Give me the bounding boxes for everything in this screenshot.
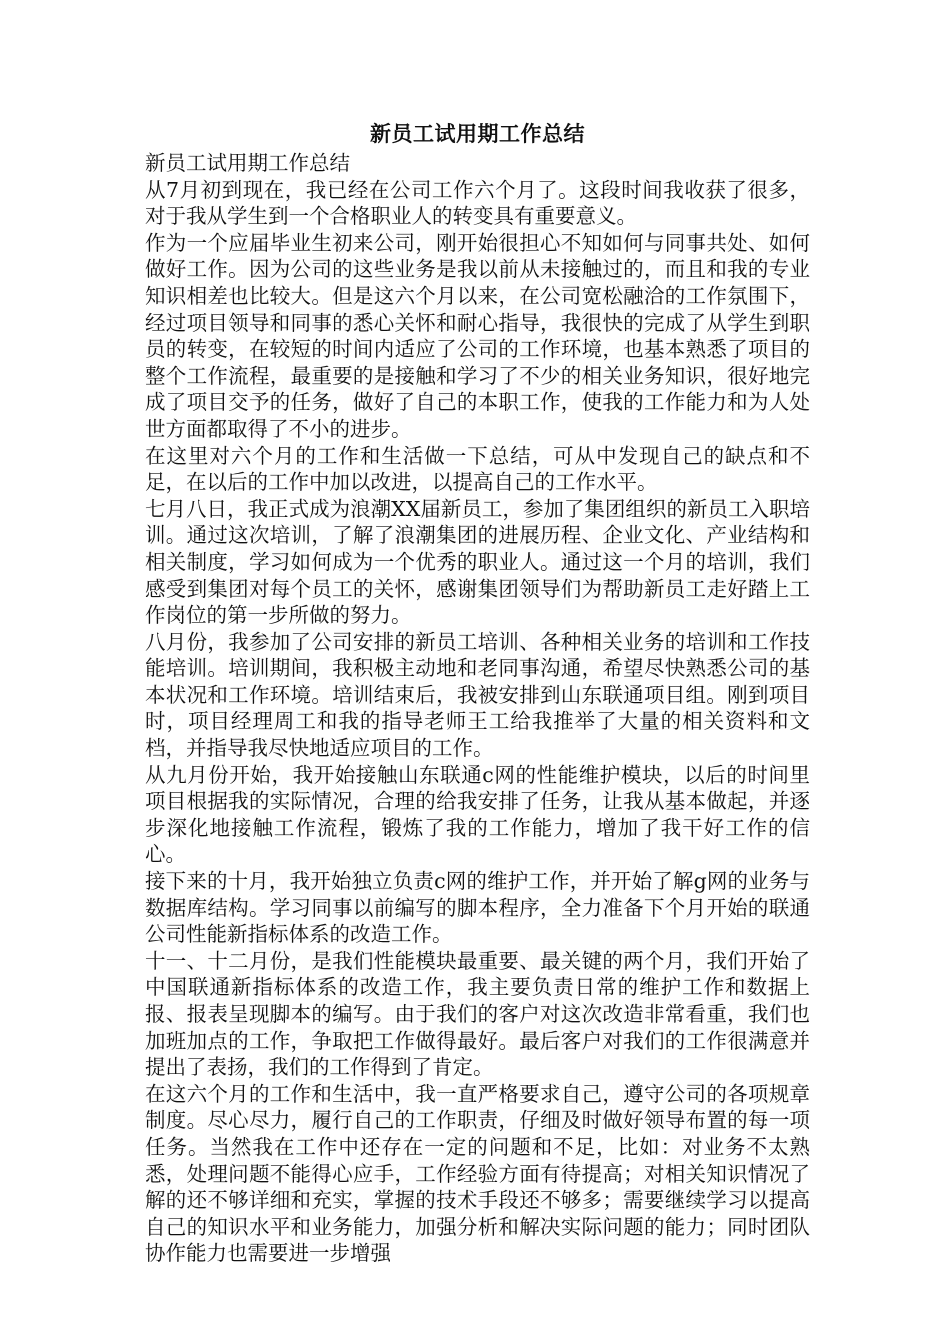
paragraph: 接下来的十月，我开始独立负责c网的维护工作，并开始了解g网的业务与数据库结构。学习同事以前编写的脚本程序，全力准备下个月开始的联通公司性能新指标体系的改造工作。 xyxy=(145,869,810,947)
paragraph: 在这六个月的工作和生活中，我一直严格要求自己，遵守公司的各项规章制度。尽心尽力，履行自己的工作职责，仔细及时做好领导布置的每一项任务。当然我在工作中还存在一定的问题和不足，比如：对业务不太熟悉，处理问题不能得心应手，工作经验方面有待提高；对相关知识情况了解的还不够详细和充实，掌握的技术手段还不够多；需要继续学习以提高自己的知识水平和业务能力，加强分析和解决实际问题的能力；同时团队协作能力也需要进一步增强 xyxy=(145,1081,810,1266)
document-title: 新员工试用期工作总结 xyxy=(370,121,585,146)
paragraph: 十一、十二月份，是我们性能模块最重要、最关键的两个月，我们开始了中国联通新指标体系的改造工作，我主要负责日常的维护工作和数据上报、报表呈现脚本的编写。由于我们的客户对这次改造非常看重，我们也加班加点的工作，争取把工作做得最好。最后客户对我们的工作很满意并提出了表扬，我们的工作得到了肯定。 xyxy=(145,948,810,1080)
paragraph: 在这里对六个月的工作和生活做一下总结，可从中发现自己的缺点和不足，在以后的工作中加以改进，以提高自己的工作水平。 xyxy=(145,443,810,495)
paragraph: 七月八日，我正式成为浪潮XX届新员工，参加了集团组织的新员工入职培训。通过这次培训，了解了浪潮集团的进展历程、企业文化、产业结构和相关制度，学习如何成为一个优秀的职业人。通过这一个月的培训，我们感受到集团对每个员工的关怀，感谢集团领导们为帮助新员工走好踏上工作岗位的第一步所做的努力。 xyxy=(145,496,810,628)
paragraph-subtitle: 新员工试用期工作总结 xyxy=(145,151,350,175)
paragraph: 作为一个应届毕业生初来公司，刚开始很担心不知如何与同事共处、如何做好工作。因为公司的这些业务是我以前从未接触过的，而且和我的专业知识相差也比较大。但是这六个月以来，在公司宽松融洽的工作氛围下，经过项目领导和同事的悉心关怀和耐心指导，我很快的完成了从学生到职员的转变，在较短的时间内适应了公司的工作环境，也基本熟悉了项目的整个工作流程，最重要的是接触和学习了不少的相关业务知识，很好地完成了项目交予的任务，做好了自己的本职工作，使我的工作能力和为人处世方面都取得了不小的进步。 xyxy=(145,230,810,441)
document-body xyxy=(145,150,810,1267)
document-page xyxy=(145,118,810,1267)
paragraph: 从7月初到现在，我已经在公司工作六个月了。这段时间我收获了很多，对于我从学生到一个合格职业人的转变具有重要意义。 xyxy=(145,177,810,229)
paragraph: 从九月份开始，我开始接触山东联通c网的性能维护模块，以后的时间里项目根据我的实际情况，合理的给我安排了任务，让我从基本做起，并逐步深化地接触工作流程，锻炼了我的工作能力，增加了我干好工作的信心。 xyxy=(145,762,810,867)
paragraph: 八月份，我参加了公司安排的新员工培训、各种相关业务的培训和工作技能培训。培训期间，我积极主动地和老同事沟通，希望尽快熟悉公司的基本状况和工作环境。培训结束后，我被安排到山东联通项目组。刚到项目时，项目经理周工和我的指导老师王工给我推举了大量的相关资料和文档，并指导我尽快地适应项目的工作。 xyxy=(145,629,810,761)
